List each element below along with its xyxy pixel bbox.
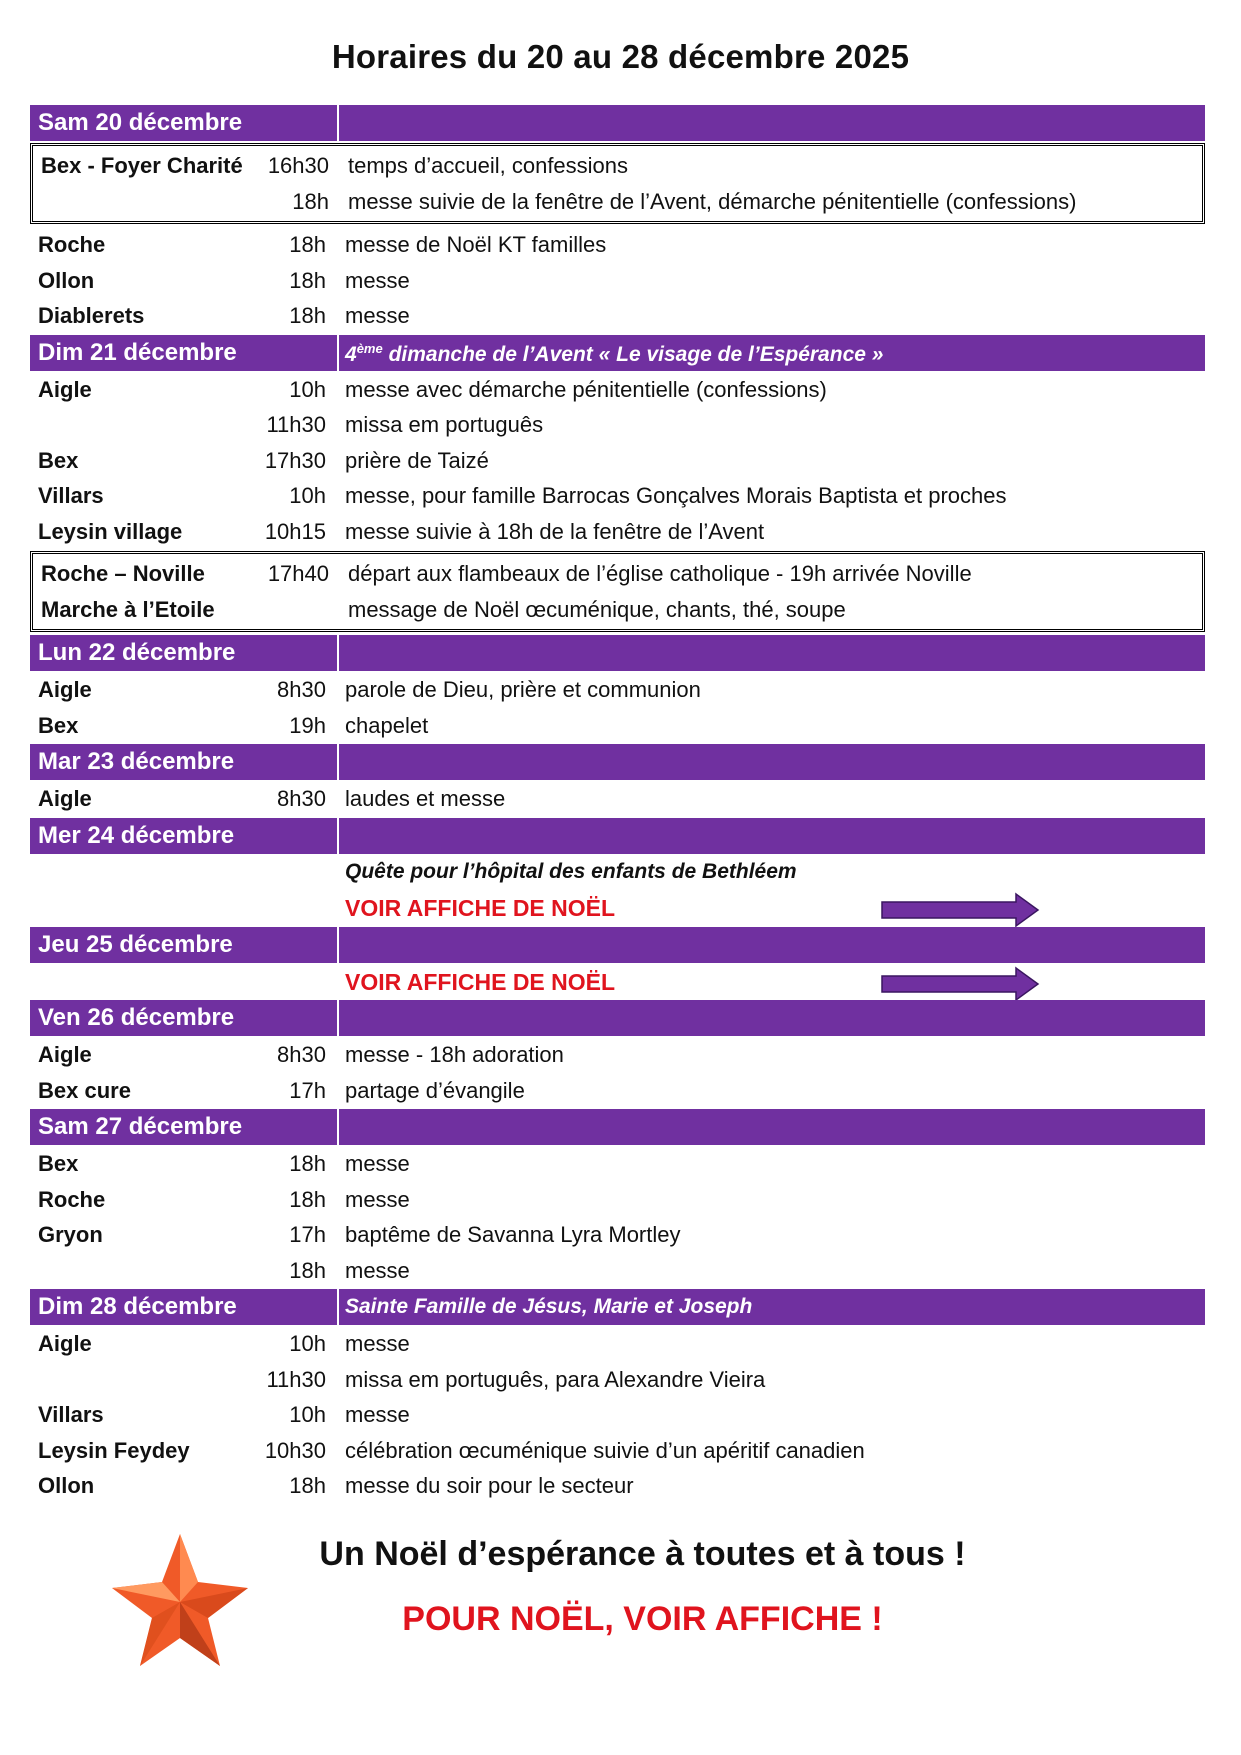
schedule-row bbox=[33, 148, 1202, 184]
schedule-row bbox=[30, 298, 1205, 334]
row-time: 8h30 bbox=[277, 786, 326, 811]
schedule-row bbox=[30, 1073, 1205, 1109]
poster-notice: POUR NOËL, VOIR AFFICHE ! bbox=[402, 1600, 883, 1638]
schedule-row bbox=[30, 1362, 1205, 1398]
schedule-row bbox=[30, 1433, 1205, 1469]
row-event: partage d’évangile bbox=[345, 1077, 525, 1103]
row-time: 17h bbox=[289, 1222, 326, 1247]
day-name: Dim 28 décembre bbox=[38, 1293, 237, 1320]
row-place: Bex - Foyer Charité bbox=[41, 153, 243, 178]
day-header bbox=[30, 1289, 1205, 1325]
day-header bbox=[30, 927, 1205, 963]
day-name: Dim 21 décembre bbox=[38, 338, 237, 366]
header-divider bbox=[337, 635, 339, 671]
day-name: Lun 22 décembre bbox=[38, 639, 236, 666]
row-time: 18h bbox=[289, 267, 326, 293]
star-icon bbox=[110, 1530, 250, 1670]
row-place: Roche bbox=[38, 1186, 106, 1212]
schedule-row bbox=[30, 1468, 1205, 1504]
day-note bbox=[345, 341, 883, 367]
row-event: messe bbox=[345, 267, 410, 293]
row-time: 18h bbox=[289, 232, 326, 257]
row-place: Diablerets bbox=[38, 303, 145, 328]
day-header bbox=[30, 1000, 1205, 1036]
row-place: Aigle bbox=[38, 376, 92, 402]
schedule-row bbox=[30, 1217, 1205, 1253]
day-name: Mar 23 décembre bbox=[38, 748, 235, 775]
row-place: Bex bbox=[38, 1151, 79, 1176]
row-place: Aigle bbox=[38, 786, 92, 811]
row-place: Bex bbox=[38, 447, 79, 473]
row-event: missa em português bbox=[345, 412, 544, 437]
row-place: Villars bbox=[38, 1402, 104, 1427]
row-event: messe avec démarche pénitentielle (confessions) bbox=[345, 376, 827, 402]
schedule-row bbox=[30, 372, 1205, 408]
schedule-row bbox=[30, 708, 1205, 744]
day-header bbox=[30, 635, 1205, 671]
row-place: Roche – Noville bbox=[41, 561, 205, 586]
row-time: 8h30 bbox=[277, 1042, 326, 1067]
day-header bbox=[30, 744, 1205, 780]
row-event: VOIR AFFICHE DE NOËL bbox=[345, 968, 616, 995]
row-event: messe bbox=[345, 1331, 410, 1356]
day-note bbox=[345, 1295, 752, 1319]
schedule-row bbox=[30, 890, 1205, 926]
arrow-right-icon bbox=[880, 892, 1040, 928]
schedule-row bbox=[30, 227, 1205, 263]
row-event: Quête pour l’hôpital des enfants de Bethléem bbox=[345, 859, 797, 883]
row-event: départ aux flambeaux de l’église catholique - 19h arrivée Noville bbox=[348, 561, 972, 586]
highlight-box bbox=[30, 143, 1205, 224]
row-time: 18h bbox=[289, 1186, 326, 1212]
row-event: messe suivie à 18h de la fenêtre de l’Avent bbox=[345, 518, 765, 544]
header-divider bbox=[337, 335, 339, 371]
schedule-row bbox=[33, 556, 1202, 592]
row-time: 17h30 bbox=[264, 447, 326, 473]
schedule-row bbox=[30, 1397, 1205, 1433]
row-time: 11h30 bbox=[266, 412, 326, 437]
row-time: 16h30 bbox=[267, 153, 329, 178]
day-name: Sam 20 décembre bbox=[38, 109, 243, 136]
day-name: Mer 24 décembre bbox=[38, 821, 235, 849]
row-place: Ollon bbox=[38, 1473, 95, 1498]
day-note-sup: ème bbox=[356, 340, 383, 356]
schedule-row bbox=[30, 1146, 1205, 1182]
row-time: 10h bbox=[289, 1402, 326, 1427]
row-event: messe bbox=[345, 1402, 410, 1427]
row-time: 18h bbox=[289, 303, 326, 328]
row-event: prière de Taizé bbox=[345, 447, 489, 473]
row-time: 18h bbox=[289, 1473, 326, 1498]
schedule-row bbox=[30, 443, 1205, 479]
day-note-text: dimanche de l’Avent « Le visage de l’Espérance » bbox=[388, 342, 884, 366]
row-event: messe de Noël KT familles bbox=[345, 232, 607, 257]
row-time: 18h bbox=[289, 1151, 326, 1176]
highlight-box bbox=[30, 551, 1205, 632]
row-time: 18h bbox=[292, 188, 329, 214]
day-header bbox=[30, 105, 1205, 141]
day-name: Jeu 25 décembre bbox=[38, 930, 233, 958]
row-event: célébration œcuménique suivie d’un apéritif canadien bbox=[345, 1437, 865, 1463]
row-place: Aigle bbox=[38, 1331, 92, 1356]
row-place: Aigle bbox=[38, 677, 92, 702]
row-place: Gryon bbox=[38, 1222, 103, 1247]
row-time: 17h bbox=[289, 1077, 326, 1103]
schedule-row bbox=[30, 1182, 1205, 1218]
row-event: baptême de Savanna Lyra Mortley bbox=[345, 1222, 681, 1247]
row-place: Villars bbox=[38, 483, 104, 508]
row-place: Roche bbox=[38, 232, 106, 257]
row-event: parole de Dieu, prière et communion bbox=[345, 677, 701, 702]
row-event: chapelet bbox=[345, 712, 429, 738]
row-time: 10h bbox=[289, 483, 326, 508]
header-divider bbox=[337, 1289, 339, 1325]
row-event: messe du soir pour le secteur bbox=[345, 1473, 634, 1498]
row-event: messe, pour famille Barrocas Gonçalves Morais Baptista et proches bbox=[345, 483, 1007, 508]
row-event: message de Noël œcuménique, chants, thé, soupe bbox=[348, 596, 846, 622]
schedule-row bbox=[30, 263, 1205, 299]
row-event: VOIR AFFICHE DE NOËL bbox=[345, 895, 616, 921]
schedule-row bbox=[30, 964, 1205, 1000]
row-event: messe bbox=[345, 1151, 410, 1176]
row-time: 17h40 bbox=[267, 561, 329, 586]
header-divider bbox=[337, 744, 339, 780]
day-note-number: 4 bbox=[345, 342, 357, 366]
schedule-row bbox=[30, 1037, 1205, 1073]
day-header bbox=[30, 335, 1205, 371]
header-divider bbox=[337, 1109, 339, 1145]
day-name: Ven 26 décembre bbox=[38, 1004, 235, 1031]
header-divider bbox=[337, 1000, 339, 1036]
header-divider bbox=[337, 927, 339, 963]
header-divider bbox=[337, 818, 339, 854]
schedule-row bbox=[30, 407, 1205, 443]
page-title: Horaires du 20 au 28 décembre 2025 bbox=[331, 38, 910, 75]
header-divider bbox=[337, 105, 339, 141]
row-time: 8h30 bbox=[277, 677, 326, 702]
row-event: temps d’accueil, confessions bbox=[348, 153, 629, 178]
row-time: 11h30 bbox=[266, 1366, 326, 1392]
day-header bbox=[30, 818, 1205, 854]
row-event: messe bbox=[345, 1186, 410, 1212]
row-event: messe suivie de la fenêtre de l’Avent, démarche pénitentielle (confessions) bbox=[348, 188, 1077, 214]
row-event: laudes et messe bbox=[345, 786, 506, 811]
schedule-row bbox=[30, 781, 1205, 817]
row-place: Aigle bbox=[38, 1042, 92, 1067]
schedule-row bbox=[33, 592, 1202, 628]
schedule-row bbox=[30, 478, 1205, 514]
row-event: missa em português, para Alexandre Vieira bbox=[345, 1366, 766, 1392]
arrow-right-icon bbox=[880, 966, 1040, 1002]
day-note-text: Sainte Famille de Jésus, Marie et Joseph bbox=[345, 1295, 753, 1318]
day-header bbox=[30, 1109, 1205, 1145]
row-event: messe - 18h adoration bbox=[345, 1042, 564, 1067]
christmas-greeting: Un Noël d’espérance à toutes et à tous ! bbox=[319, 1535, 966, 1573]
row-time: 10h30 bbox=[264, 1437, 326, 1463]
row-time: 10h15 bbox=[264, 518, 326, 544]
schedule-row bbox=[30, 1326, 1205, 1362]
row-place: Leysin Feydey bbox=[38, 1437, 190, 1463]
schedule-row bbox=[33, 184, 1202, 220]
row-event: messe bbox=[345, 1257, 410, 1283]
row-place: Marche à l’Etoile bbox=[41, 596, 215, 622]
row-place: Ollon bbox=[38, 267, 95, 293]
schedule-row bbox=[30, 672, 1205, 708]
row-time: 10h bbox=[289, 1331, 326, 1356]
row-place: Bex cure bbox=[38, 1077, 131, 1103]
schedule-row bbox=[30, 514, 1205, 550]
schedule-row bbox=[30, 855, 1205, 891]
row-time: 10h bbox=[289, 376, 326, 402]
row-time: 18h bbox=[289, 1257, 326, 1283]
day-name: Sam 27 décembre bbox=[38, 1113, 243, 1140]
row-event: messe bbox=[345, 303, 410, 328]
row-time: 19h bbox=[289, 712, 326, 738]
row-place: Bex bbox=[38, 712, 79, 738]
schedule-row bbox=[30, 1253, 1205, 1289]
schedule-table bbox=[30, 104, 1205, 1504]
row-place: Leysin village bbox=[38, 518, 183, 544]
